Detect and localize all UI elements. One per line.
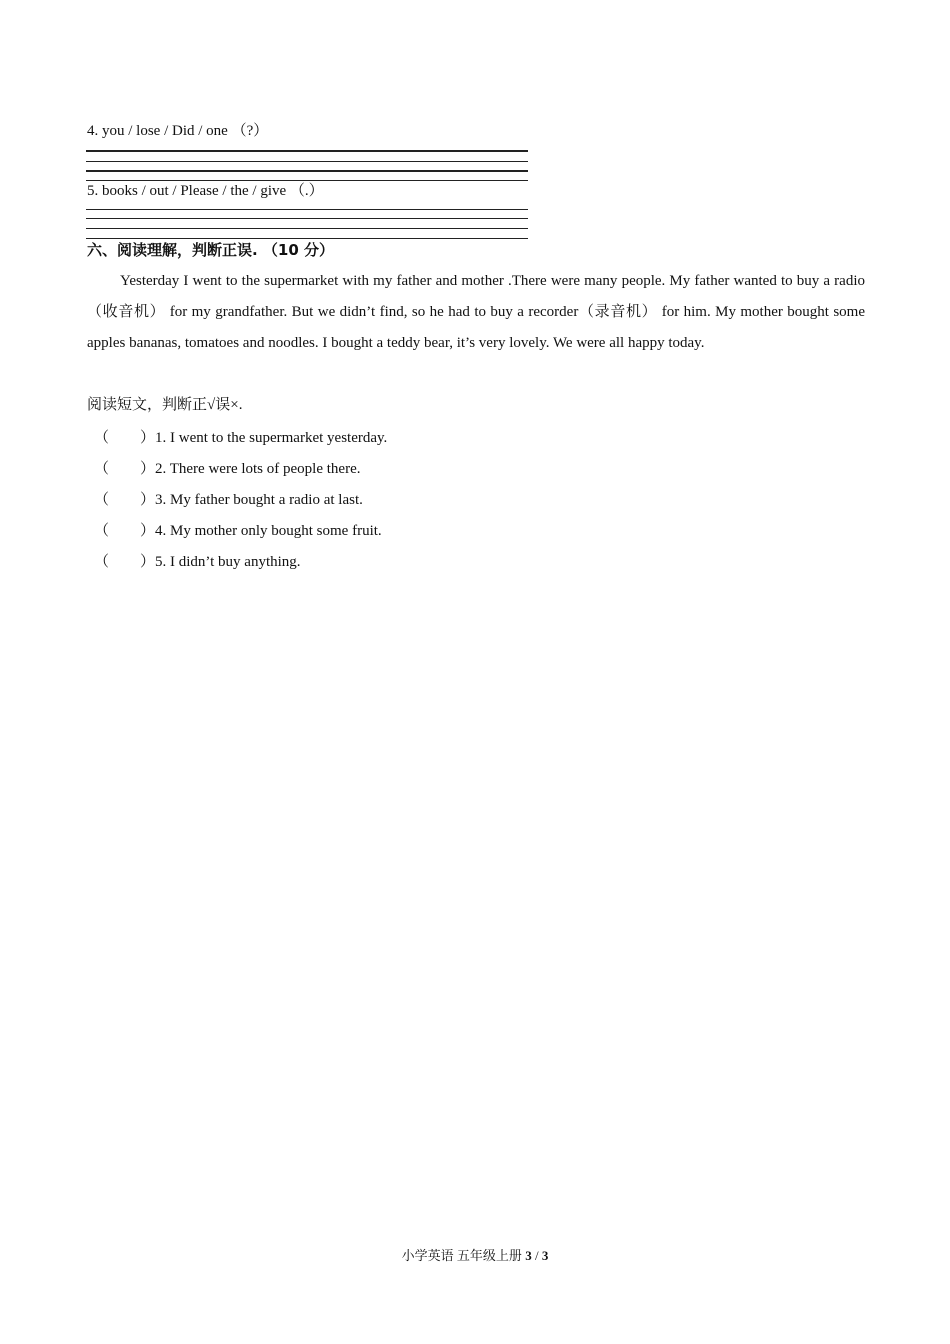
answer-blank-open[interactable]: （: [94, 461, 110, 477]
true-false-item-4: [94, 521, 382, 541]
question-5-prompt: 5. books / out / Please / the / give （.）: [87, 183, 324, 199]
true-false-item-3-text: ）3. My father bought a radio at last.: [140, 492, 363, 508]
answer-line-5d: [86, 238, 528, 239]
answer-line-5a: [86, 209, 528, 210]
true-false-instruction: 阅读短文，判断正√误×.: [87, 397, 243, 413]
page-footer: [0, 1247, 950, 1265]
true-false-item-5-text: ）5. I didn’t buy anything.: [140, 554, 301, 570]
true-false-item-2-text: ）2. There were lots of people there.: [140, 461, 361, 477]
answer-line-4b: [86, 161, 528, 162]
true-false-item-1: [94, 428, 387, 448]
answer-line-4c: [86, 170, 528, 172]
answer-line-5b: [86, 218, 528, 219]
footer-page-number: 3: [525, 1248, 532, 1263]
section-6-title: 六、阅读理解，判断正误. （10 分）: [87, 241, 335, 259]
question-4-prompt: 4. you / lose / Did / one （?）: [87, 123, 269, 139]
answer-blank-open[interactable]: （: [94, 492, 110, 508]
true-false-item-4-text: ）4. My mother only bought some fruit.: [140, 523, 382, 539]
footer-page-total: 3: [541, 1248, 549, 1263]
answer-line-4a: [86, 150, 528, 152]
answer-line-5c: [86, 228, 528, 229]
true-false-item-1-text: ）1. I went to the supermarket yesterday.: [140, 430, 388, 446]
answer-blank-open[interactable]: （: [94, 554, 110, 570]
answer-blank-open[interactable]: （: [94, 430, 110, 446]
footer-subject: 小学英语 五年级上册: [401, 1248, 526, 1263]
answer-blank-open[interactable]: （: [94, 523, 110, 539]
reading-passage: Yesterday I went to the supermarket with my father and mother .There were many people. My father wanted to buy a radio（收音机） for my grandfather. But we didn’t find, so he had to buy a recorder（录音机） for him. My mother bought some apples bananas, tomatoes and noodles. I bought a teddy bear, it’s very lovely. We were all happy today.: [87, 273, 865, 351]
true-false-item-5: [94, 552, 301, 572]
footer-separator: /: [531, 1248, 542, 1263]
true-false-item-3: [94, 490, 363, 510]
true-false-item-2: [94, 459, 360, 479]
